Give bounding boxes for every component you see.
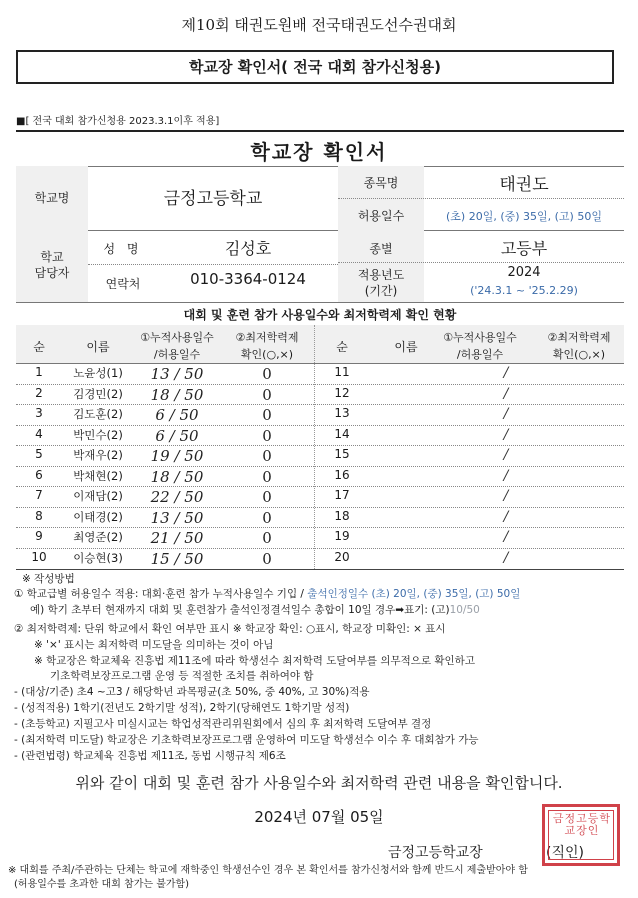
note-bullet2: - (성적적용) 1학기(전년도 2학기말 성적), 2학기(당해연도 1학기말 성적) [14, 702, 350, 714]
row-days: 19 / 50 [150, 447, 204, 465]
note-item1 [14, 587, 520, 602]
row-days: 13 / 50 [150, 365, 204, 383]
name-value: 김성호 [224, 239, 272, 258]
category-value: 고등부 [500, 239, 548, 258]
row-no-right: 17 [334, 488, 350, 502]
table-row [16, 425, 624, 446]
top-rule [16, 130, 624, 132]
main-title: 학교장 확인서 [250, 140, 388, 164]
row-no: 4 [35, 427, 43, 441]
table-row [16, 384, 624, 405]
note-bullet3: - (초등학교) 지필고사 미실시교는 학업성적관리위원회에서 심의 후 최저학력 도달여부 결정 [14, 718, 432, 730]
table-row [16, 363, 624, 384]
row-check: 0 [262, 447, 272, 465]
note-item1-b: 출석인정일수 (초) 20일, (중) 35일, (고) 50일 [307, 588, 521, 600]
manager-label-line2: 담당자 [34, 266, 70, 280]
row-no: 10 [31, 550, 47, 564]
row-no: 3 [35, 406, 43, 420]
row-days-right: / [503, 488, 509, 504]
doc-title-box [16, 50, 614, 84]
col-days-left-1: ①누적사용일수 [140, 331, 214, 344]
row-days: 15 / 50 [150, 550, 204, 568]
row-check: 0 [262, 529, 272, 547]
sport-label: 종목명 [363, 176, 399, 190]
row-check: 0 [262, 365, 272, 383]
row-check: 0 [262, 406, 272, 424]
row-days: 21 / 50 [150, 529, 204, 547]
row-no: 8 [35, 509, 43, 523]
allowed-days-label: 허용일수 [357, 209, 405, 223]
row-days-right: / [503, 550, 509, 566]
row-check: 0 [262, 427, 272, 445]
row-no: 2 [35, 386, 43, 400]
note-item1-d: 10/50 [449, 604, 480, 616]
col-check-right-2: 확인(○,×) [552, 348, 606, 361]
usage-note: ■[ 전국 대회 참가신청용 2023.3.1이후 적용] [16, 116, 220, 127]
col-check-left-1: ②최저학력제 [235, 331, 299, 344]
row-no-right: 16 [334, 468, 350, 482]
signer-name: 금정고등학교장 [388, 845, 483, 861]
allowed-days-value: (초) 20일, (중) 35일, (고) 50일 [446, 210, 602, 223]
row-days: 18 / 50 [150, 386, 204, 404]
row-days: 6 / 50 [155, 427, 199, 445]
row-no: 7 [35, 488, 43, 502]
row-name: 이승현(3) [73, 551, 123, 565]
participant-table [16, 363, 624, 569]
row-no: 9 [35, 529, 43, 543]
row-name: 김경민(2) [73, 387, 123, 401]
row-days: 22 / 50 [150, 488, 204, 506]
row-check: 0 [262, 386, 272, 404]
table-row [16, 466, 624, 487]
row-name: 이태경(2) [73, 510, 123, 524]
table-section-title: 대회 및 훈련 참가 사용일수와 최저학력제 확인 현황 [183, 308, 457, 322]
col-check-right-1: ②최저학력제 [547, 331, 611, 344]
note-item2: ② 최저학력제: 단위 학교에서 확인 여부만 표시 ※ 학교장 확인: ○표시, 학교장 미확인: × 표시 [14, 623, 446, 635]
year-label-line2: (기간) [364, 284, 398, 298]
confirm-text: 위와 같이 대회 및 훈련 참가 사용일수와 최저학력 관련 내용을 확인합니다. [75, 774, 563, 792]
note-item2-sub2b: 기초학력보장프로그램 운영 등 적절한 조치를 취하여야 함 [50, 670, 314, 682]
note-item1-c: 예) 학기 초부터 현재까지 대회 및 훈련참가 출석인정결석일수 총합이 10일 경우➡표기: (고) [30, 604, 450, 616]
row-no-right: 14 [334, 427, 350, 441]
notes-heading: ※ 작성방법 [22, 573, 75, 585]
year-label-line1: 적용년도 [357, 268, 405, 282]
row-check: 0 [262, 488, 272, 506]
col-days-left-2: /허용일수 [153, 348, 201, 361]
sport-value: 태권도 [499, 175, 549, 195]
row-no-right: 12 [334, 386, 350, 400]
row-days-right: / [503, 447, 509, 463]
row-days: 6 / 50 [155, 406, 199, 424]
row-days-right: / [503, 468, 509, 484]
row-no-right: 19 [334, 529, 350, 543]
row-name: 이재담(2) [73, 489, 123, 503]
row-days: 13 / 50 [150, 509, 204, 527]
manager-label-line1: 학교 [40, 250, 64, 264]
table-row [16, 404, 624, 425]
row-name: 노윤성(1) [73, 366, 123, 380]
row-days-right: / [503, 406, 509, 422]
row-name: 박재우(2) [73, 448, 123, 462]
row-no-right: 20 [334, 550, 350, 564]
row-days-right: / [503, 529, 509, 545]
col-name-left: 이름 [86, 340, 110, 354]
table-row [16, 486, 624, 507]
col-check-left-2: 확인(○,×) [240, 348, 294, 361]
table-header [16, 325, 624, 363]
period-value: ('24.3.1 ~ '25.2.29) [470, 284, 578, 297]
event-title: 제10회 태권도원배 전국태권도선수권대회 [181, 16, 457, 34]
row-check: 0 [262, 468, 272, 486]
category-label: 종별 [369, 242, 393, 256]
row-name: 김도훈(2) [73, 407, 123, 421]
row-name: 박민수(2) [73, 428, 123, 442]
col-days-right-1: ①누적사용일수 [443, 331, 517, 344]
row-name: 박채현(2) [73, 469, 123, 483]
row-no: 1 [35, 365, 43, 379]
col-days-right-2: /허용일수 [456, 348, 504, 361]
official-seal [542, 804, 620, 866]
row-no-right: 15 [334, 447, 350, 461]
name-label: 성 명 [103, 242, 143, 256]
row-name: 최영준(2) [73, 530, 123, 544]
school-name-value: 금정고등학교 [163, 189, 263, 209]
row-days-right: / [503, 386, 509, 402]
row-check: 0 [262, 550, 272, 568]
note-bullet4: - (최저학력 미도달) 학교장은 기초학력보장프로그램 운영하여 미도달 학생선수 이수 후 대회참가 가능 [14, 734, 479, 746]
school-name-label: 학교명 [34, 191, 70, 205]
note-bullet5: - (관련법령) 학교체육 진흥법 제11조, 동법 시행규칙 제6조 [14, 750, 286, 762]
note-item1-a: ① 학교급별 허용일수 적용: 대회·훈련 참가 누적사용일수 기입 / [14, 588, 308, 600]
row-days-right: / [503, 427, 509, 443]
year-value: 2024 [507, 265, 541, 280]
row-days-right: / [503, 509, 509, 525]
note-item2-sub1: ※ '×' 표시는 최저학력 미도달을 의미하는 것이 아님 [34, 639, 274, 651]
seal-label: (직인) [546, 845, 584, 861]
col-no-left: 순 [33, 340, 45, 354]
col-no-right: 순 [336, 340, 348, 354]
row-no-right: 18 [334, 509, 350, 523]
row-no-right: 13 [334, 406, 350, 420]
col-name-right: 이름 [394, 340, 418, 354]
seal-text: 금정고등학교장인 [552, 813, 612, 837]
doc-box-title: 학교장 확인서( 전국 대회 참가신청용) [189, 58, 441, 76]
row-no: 5 [35, 447, 43, 461]
row-days-right: / [503, 365, 509, 381]
note-item2-sub2a: ※ 학교장은 학교체육 진흥법 제11조에 따라 학생선수 최저학력 도달여부를 의무적으로 확인하고 [34, 655, 475, 667]
row-check: 0 [262, 509, 272, 527]
table-row [16, 445, 624, 466]
contact-value: 010-3364-0124 [190, 270, 306, 288]
table-row [16, 507, 624, 528]
footnote-1: ※ 대회를 주최/주관하는 단체는 학교에 재학중인 학생선수인 경우 본 확인서를 참가신청서와 함께 반드시 제출받아야 함 [8, 865, 528, 876]
footnote-2: (허용일수를 초과한 대회 참가는 불가함) [14, 879, 190, 890]
table-row [16, 548, 624, 569]
confirm-date: 2024년 07월 05일 [254, 808, 384, 826]
table-row [16, 527, 624, 548]
contact-label: 연락처 [105, 277, 141, 291]
row-no-right: 11 [334, 365, 350, 379]
note-bullet1: - (대상/기준) 초4 ~고3 / 해당학년 과목평균(초 50%, 중 40%, 고 30%)적용 [14, 686, 370, 698]
row-days: 18 / 50 [150, 468, 204, 486]
row-no: 6 [35, 468, 43, 482]
note-item1-example [30, 603, 480, 618]
